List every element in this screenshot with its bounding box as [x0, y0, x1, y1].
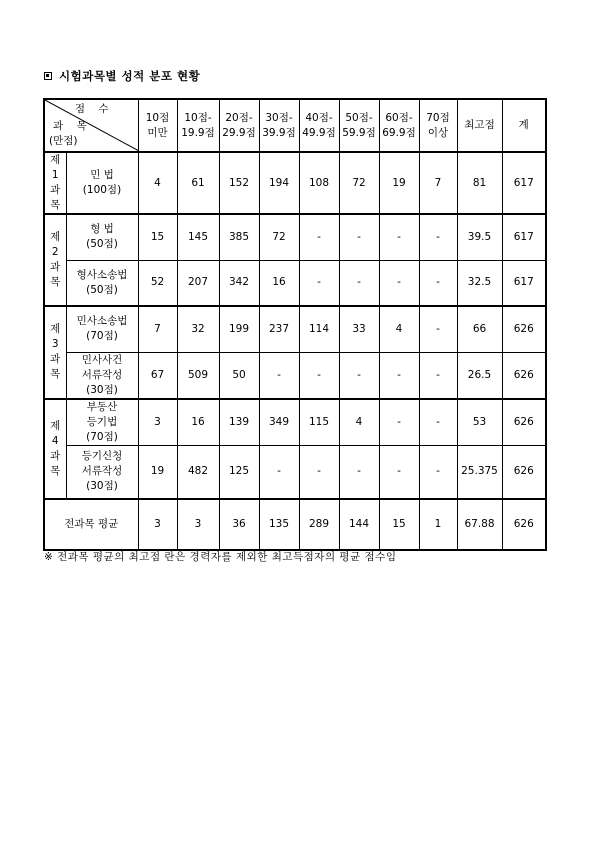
count-cell: 50	[219, 352, 259, 399]
count-cell: 152	[219, 152, 259, 214]
total-cell: 626	[502, 306, 546, 352]
count-cell: 36	[219, 499, 259, 550]
count-cell: -	[379, 445, 419, 499]
range-label: 10점	[145, 111, 170, 124]
table-row	[44, 260, 546, 306]
header-range-cell	[379, 99, 419, 152]
subject-name-cell	[66, 352, 138, 399]
subject-name-cell	[66, 260, 138, 306]
table-row	[44, 399, 546, 446]
count-cell: 385	[219, 214, 259, 260]
total-cell: 617	[502, 260, 546, 306]
count-cell: 15	[138, 214, 177, 260]
group-label-char: 목	[50, 276, 61, 288]
count-cell: 115	[299, 399, 339, 446]
group-label-cell	[44, 399, 66, 500]
group-label-char: 과	[50, 449, 61, 462]
count-cell: -	[339, 445, 379, 499]
subject-name-cell	[66, 445, 138, 499]
range-label: 10점-	[184, 111, 212, 124]
range-label: 40점-	[305, 111, 333, 124]
count-cell: -	[419, 306, 457, 352]
range-label: 19.9점	[181, 126, 215, 139]
subject-name-line: 형사소송법	[76, 268, 128, 281]
range-label: 이상	[427, 126, 449, 139]
group-label-cell	[44, 152, 66, 214]
count-cell: -	[379, 260, 419, 306]
range-label: 50점-	[345, 111, 373, 124]
average-row	[44, 499, 546, 550]
subject-name-line: 서류작성	[81, 368, 123, 381]
count-cell: -	[259, 445, 299, 499]
subject-name-line: 민 법	[90, 169, 114, 181]
count-cell: -	[299, 214, 339, 260]
header-score-label: 점 수	[74, 103, 114, 115]
subject-name-cell	[66, 306, 138, 352]
count-cell: 4	[138, 152, 177, 214]
range-label: 39.9점	[262, 126, 296, 139]
group-label-char: 제	[50, 231, 61, 243]
group-label-char: 목	[50, 199, 61, 211]
total-cell: 626	[502, 445, 546, 499]
header-max-cell: 최고점	[457, 99, 502, 152]
table-row	[44, 352, 546, 399]
max-score-cell: 25.375	[457, 445, 502, 499]
group-label-char: 1	[51, 169, 59, 181]
header-range-cell	[219, 99, 259, 152]
max-score-cell: 53	[457, 399, 502, 446]
table-row	[44, 214, 546, 260]
header-row	[44, 99, 546, 152]
average-label-cell: 전과목 평균	[44, 499, 138, 550]
table-row	[44, 445, 546, 499]
header-subject-label: 과 목	[53, 120, 92, 132]
subject-name-line: 등기법	[86, 415, 118, 428]
group-label-char: 과	[50, 261, 61, 273]
group-label-cell	[44, 214, 66, 306]
subject-name-cell	[66, 399, 138, 446]
count-cell: -	[379, 352, 419, 399]
count-cell: -	[299, 445, 339, 499]
count-cell: -	[419, 399, 457, 446]
count-cell: 19	[138, 445, 177, 499]
count-cell: 482	[177, 445, 219, 499]
subject-name-line: (30점)	[86, 480, 118, 493]
count-cell: 1	[419, 499, 457, 550]
count-cell: 194	[259, 152, 299, 214]
count-cell: 3	[177, 499, 219, 550]
count-cell: 16	[177, 399, 219, 446]
subject-name-line: (100점)	[82, 184, 122, 196]
count-cell: 125	[219, 445, 259, 499]
count-cell: 199	[219, 306, 259, 352]
count-cell: 7	[138, 306, 177, 352]
range-label: 69.9점	[382, 126, 416, 139]
total-cell: 626	[502, 399, 546, 446]
range-label: 29.9점	[222, 126, 256, 139]
count-cell: 61	[177, 152, 219, 214]
group-label-char: 목	[50, 464, 61, 477]
range-label: 60점-	[385, 111, 413, 124]
subject-name-line: 형 법	[90, 223, 114, 236]
count-cell: 33	[339, 306, 379, 352]
count-cell: 139	[219, 399, 259, 446]
subject-name-line: 등기신청	[81, 450, 123, 463]
header-range-cell	[259, 99, 299, 152]
count-cell: 3	[138, 399, 177, 446]
count-cell: 145	[177, 214, 219, 260]
table-row	[44, 306, 546, 352]
subject-name-line: (30점)	[86, 383, 118, 396]
diagonal-header-cell	[44, 99, 138, 152]
max-score-cell: 39.5	[457, 214, 502, 260]
group-label-char: 제	[50, 419, 61, 432]
group-label-char: 제	[50, 154, 61, 166]
group-label-char: 4	[51, 434, 59, 447]
header-range-cell	[138, 99, 177, 152]
max-score-cell: 66	[457, 306, 502, 352]
group-label-cell	[44, 306, 66, 399]
group-label-char: 과	[50, 184, 61, 196]
header-fullmark-label: (만점)	[49, 135, 78, 147]
total-cell: 626	[502, 499, 546, 550]
group-label-char: 3	[51, 338, 59, 351]
subject-name-line: (70점)	[86, 430, 118, 443]
count-cell: 237	[259, 306, 299, 352]
count-cell: -	[379, 214, 419, 260]
count-cell: 342	[219, 260, 259, 306]
group-label-char: 2	[51, 246, 59, 258]
group-label-char: 과	[50, 353, 61, 366]
count-cell: 19	[379, 152, 419, 214]
subject-name-line: 민사소송법	[76, 315, 128, 328]
total-cell: 626	[502, 352, 546, 399]
max-score-cell: 81	[457, 152, 502, 214]
count-cell: 72	[339, 152, 379, 214]
header-range-cell	[299, 99, 339, 152]
count-cell: -	[259, 352, 299, 399]
header-range-cell	[419, 99, 457, 152]
subject-name-line: 서류작성	[81, 465, 123, 478]
subject-name-line: (70점)	[86, 330, 118, 343]
count-cell: -	[419, 260, 457, 306]
count-cell: -	[299, 260, 339, 306]
count-cell: -	[419, 214, 457, 260]
max-score-cell: 26.5	[457, 352, 502, 399]
range-label: 30점-	[265, 111, 293, 124]
count-cell: 509	[177, 352, 219, 399]
subject-name-line: (50점)	[86, 238, 118, 251]
total-cell: 617	[502, 214, 546, 260]
subject-name-cell	[66, 152, 138, 214]
count-cell: 52	[138, 260, 177, 306]
count-cell: 349	[259, 399, 299, 446]
count-cell: 67	[138, 352, 177, 399]
count-cell: -	[419, 352, 457, 399]
subject-name-line: (50점)	[86, 283, 118, 296]
table-row	[44, 152, 546, 214]
header-total-cell: 계	[502, 99, 546, 152]
count-cell: -	[339, 260, 379, 306]
max-score-cell: 32.5	[457, 260, 502, 306]
count-cell: 32	[177, 306, 219, 352]
count-cell: 144	[339, 499, 379, 550]
footnote: ※ 전과목 평균의 최고점 란은 경력자를 제외한 최고득점자의 평균 점수임	[44, 551, 397, 563]
count-cell: 4	[379, 306, 419, 352]
max-score-cell: 67.88	[457, 499, 502, 550]
group-label-char: 제	[50, 323, 61, 336]
square-bullet-icon	[44, 72, 52, 80]
section-title-text: 시험과목별 성적 분포 현황	[59, 69, 201, 83]
count-cell: -	[379, 399, 419, 446]
count-cell: 135	[259, 499, 299, 550]
header-range-cell	[177, 99, 219, 152]
count-cell: 108	[299, 152, 339, 214]
header-range-cell	[339, 99, 379, 152]
section-title	[44, 68, 200, 84]
range-label: 20점-	[225, 111, 253, 124]
range-label: 59.9점	[342, 126, 376, 139]
count-cell: 72	[259, 214, 299, 260]
subject-name-cell	[66, 214, 138, 260]
score-distribution-table	[43, 98, 547, 551]
subject-name-line: 부동산	[86, 400, 118, 413]
count-cell: 4	[339, 399, 379, 446]
total-cell: 617	[502, 152, 546, 214]
count-cell: 289	[299, 499, 339, 550]
count-cell: 16	[259, 260, 299, 306]
range-label: 49.9점	[302, 126, 336, 139]
count-cell: 15	[379, 499, 419, 550]
count-cell: 7	[419, 152, 457, 214]
group-label-char: 목	[50, 368, 61, 381]
count-cell: 114	[299, 306, 339, 352]
count-cell: -	[339, 352, 379, 399]
range-label: 70점	[426, 111, 450, 124]
count-cell: 3	[138, 499, 177, 550]
count-cell: 207	[177, 260, 219, 306]
count-cell: -	[419, 445, 457, 499]
range-label: 미만	[147, 126, 168, 139]
count-cell: -	[299, 352, 339, 399]
count-cell: -	[339, 214, 379, 260]
subject-name-line: 민사사건	[81, 353, 123, 366]
